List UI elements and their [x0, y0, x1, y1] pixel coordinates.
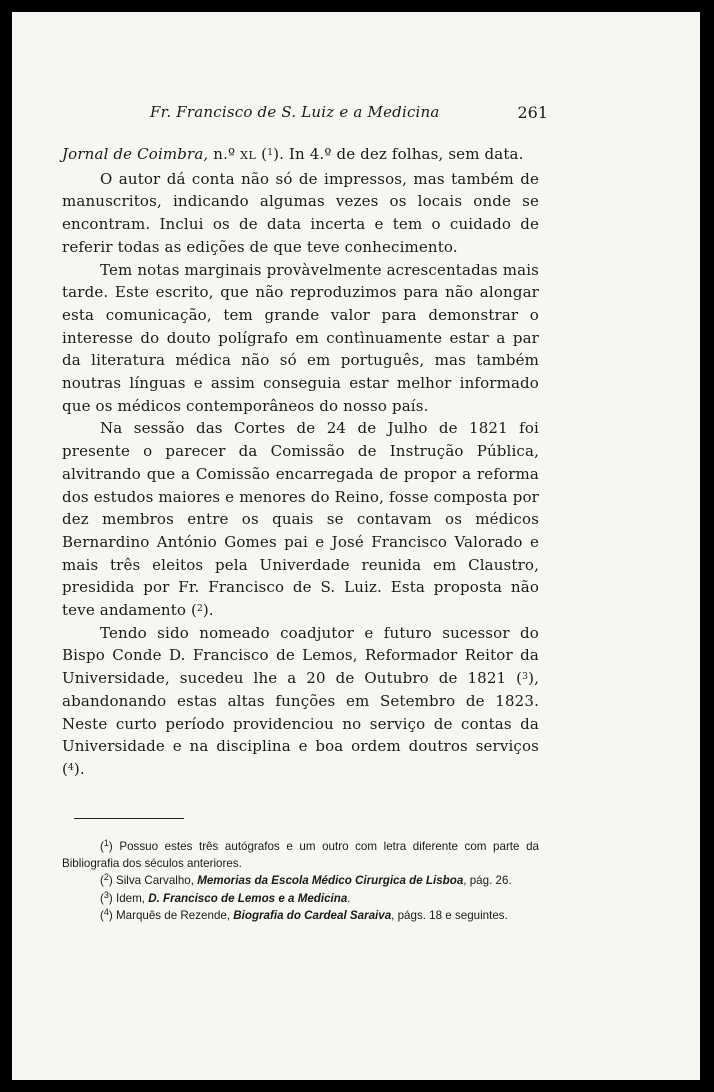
running-head: [12, 103, 700, 127]
running-title: Fr. Francisco de S. Luiz e a Medicina: [150, 103, 440, 121]
paragraph-3: Tem notas marginais provàvelmente acrescentadas mais tarde. Este escrito, que não reproduzimos para não alongar esta comunicação, tem grande valor para demonstrar o interesse do douto polígrafo em contìnuamente estar a par da literatura médica não só em português, mas também noutras línguas e assim conseguia estar melhor informado que os médicos contemporâneos do nosso país.: [62, 260, 539, 415]
body-text: [62, 143, 539, 781]
paragraph-1: Jornal de Coimbra, n.º XL ($^1$). In 4.º de dez folhas, sem data.: [62, 145, 524, 163]
paragraph-2: O autor dá conta não só de impressos, mas também de manuscritos, indicando algumas vezes os locais onde se encontram. Inclui os de data incerta e tem o cuidado de referir todas as edições de que teve conhecimento.: [62, 169, 539, 256]
paragraph-5: Tendo sido nomeado coadjutor e futuro sucessor do Bispo Conde D. Francisco de Lemos, Reformador Reitor da Universidade, sucedeu lhe a 20 de Outubro de 1821 ($^3$), abandonando estas altas funções em Setembro de 1823. Neste curto período providenciou no serviço de contas da Universidade e na disciplina e boa ordem doutros serviços ($^4$).: [62, 623, 539, 778]
page-number: 261: [517, 103, 548, 122]
footnote-1: ($^1$) Possuo estes três autógrafos e um outro com letra diferente com parte da Bibliografia dos séculos anteriores.: [62, 838, 539, 871]
footnote-divider: [74, 818, 184, 819]
footnote-ref-1: 1: [267, 148, 274, 158]
footnotes: [62, 838, 539, 924]
footnote-ref-2: 2: [197, 604, 203, 615]
roman-numeral: XL: [240, 149, 257, 162]
footnote-ref-4: 4: [68, 762, 74, 773]
footnote-3: ($^3$) Idem, D. Francisco de Lemos e a Medicina.: [100, 889, 351, 905]
footnote-4: ($^4$) Marquês de Rezende, Biografia do Cardeal Saraiva, págs. 18 e seguintes.: [100, 906, 508, 922]
paragraph-4: Na sessão das Cortes de 24 de Julho de 1821 foi presente o parecer da Comissão de Instrução Pública, alvitrando que a Comissão encarregada de propor a reforma dos estudos maiores e menores do Reino, fosse composta por dez membros entre os quais se contavam os médicos Bernardino António Gomes pai e José Francisco Valorado e mais três eleitos pela Univerdade reunida em Claustro, presidida por Fr. Francisco de S. Luiz. Esta proposta não teve andamento ($^2$).: [62, 419, 539, 620]
footnote-ref-3: 3: [522, 672, 529, 683]
book-page: [12, 12, 700, 1080]
footnote-2: ($^2$) Silva Carvalho, Memorias da Escola Médico Cirurgica de Lisboa, pág. 26.: [100, 872, 512, 888]
journal-title: Jornal de Coimbra,: [62, 145, 209, 163]
